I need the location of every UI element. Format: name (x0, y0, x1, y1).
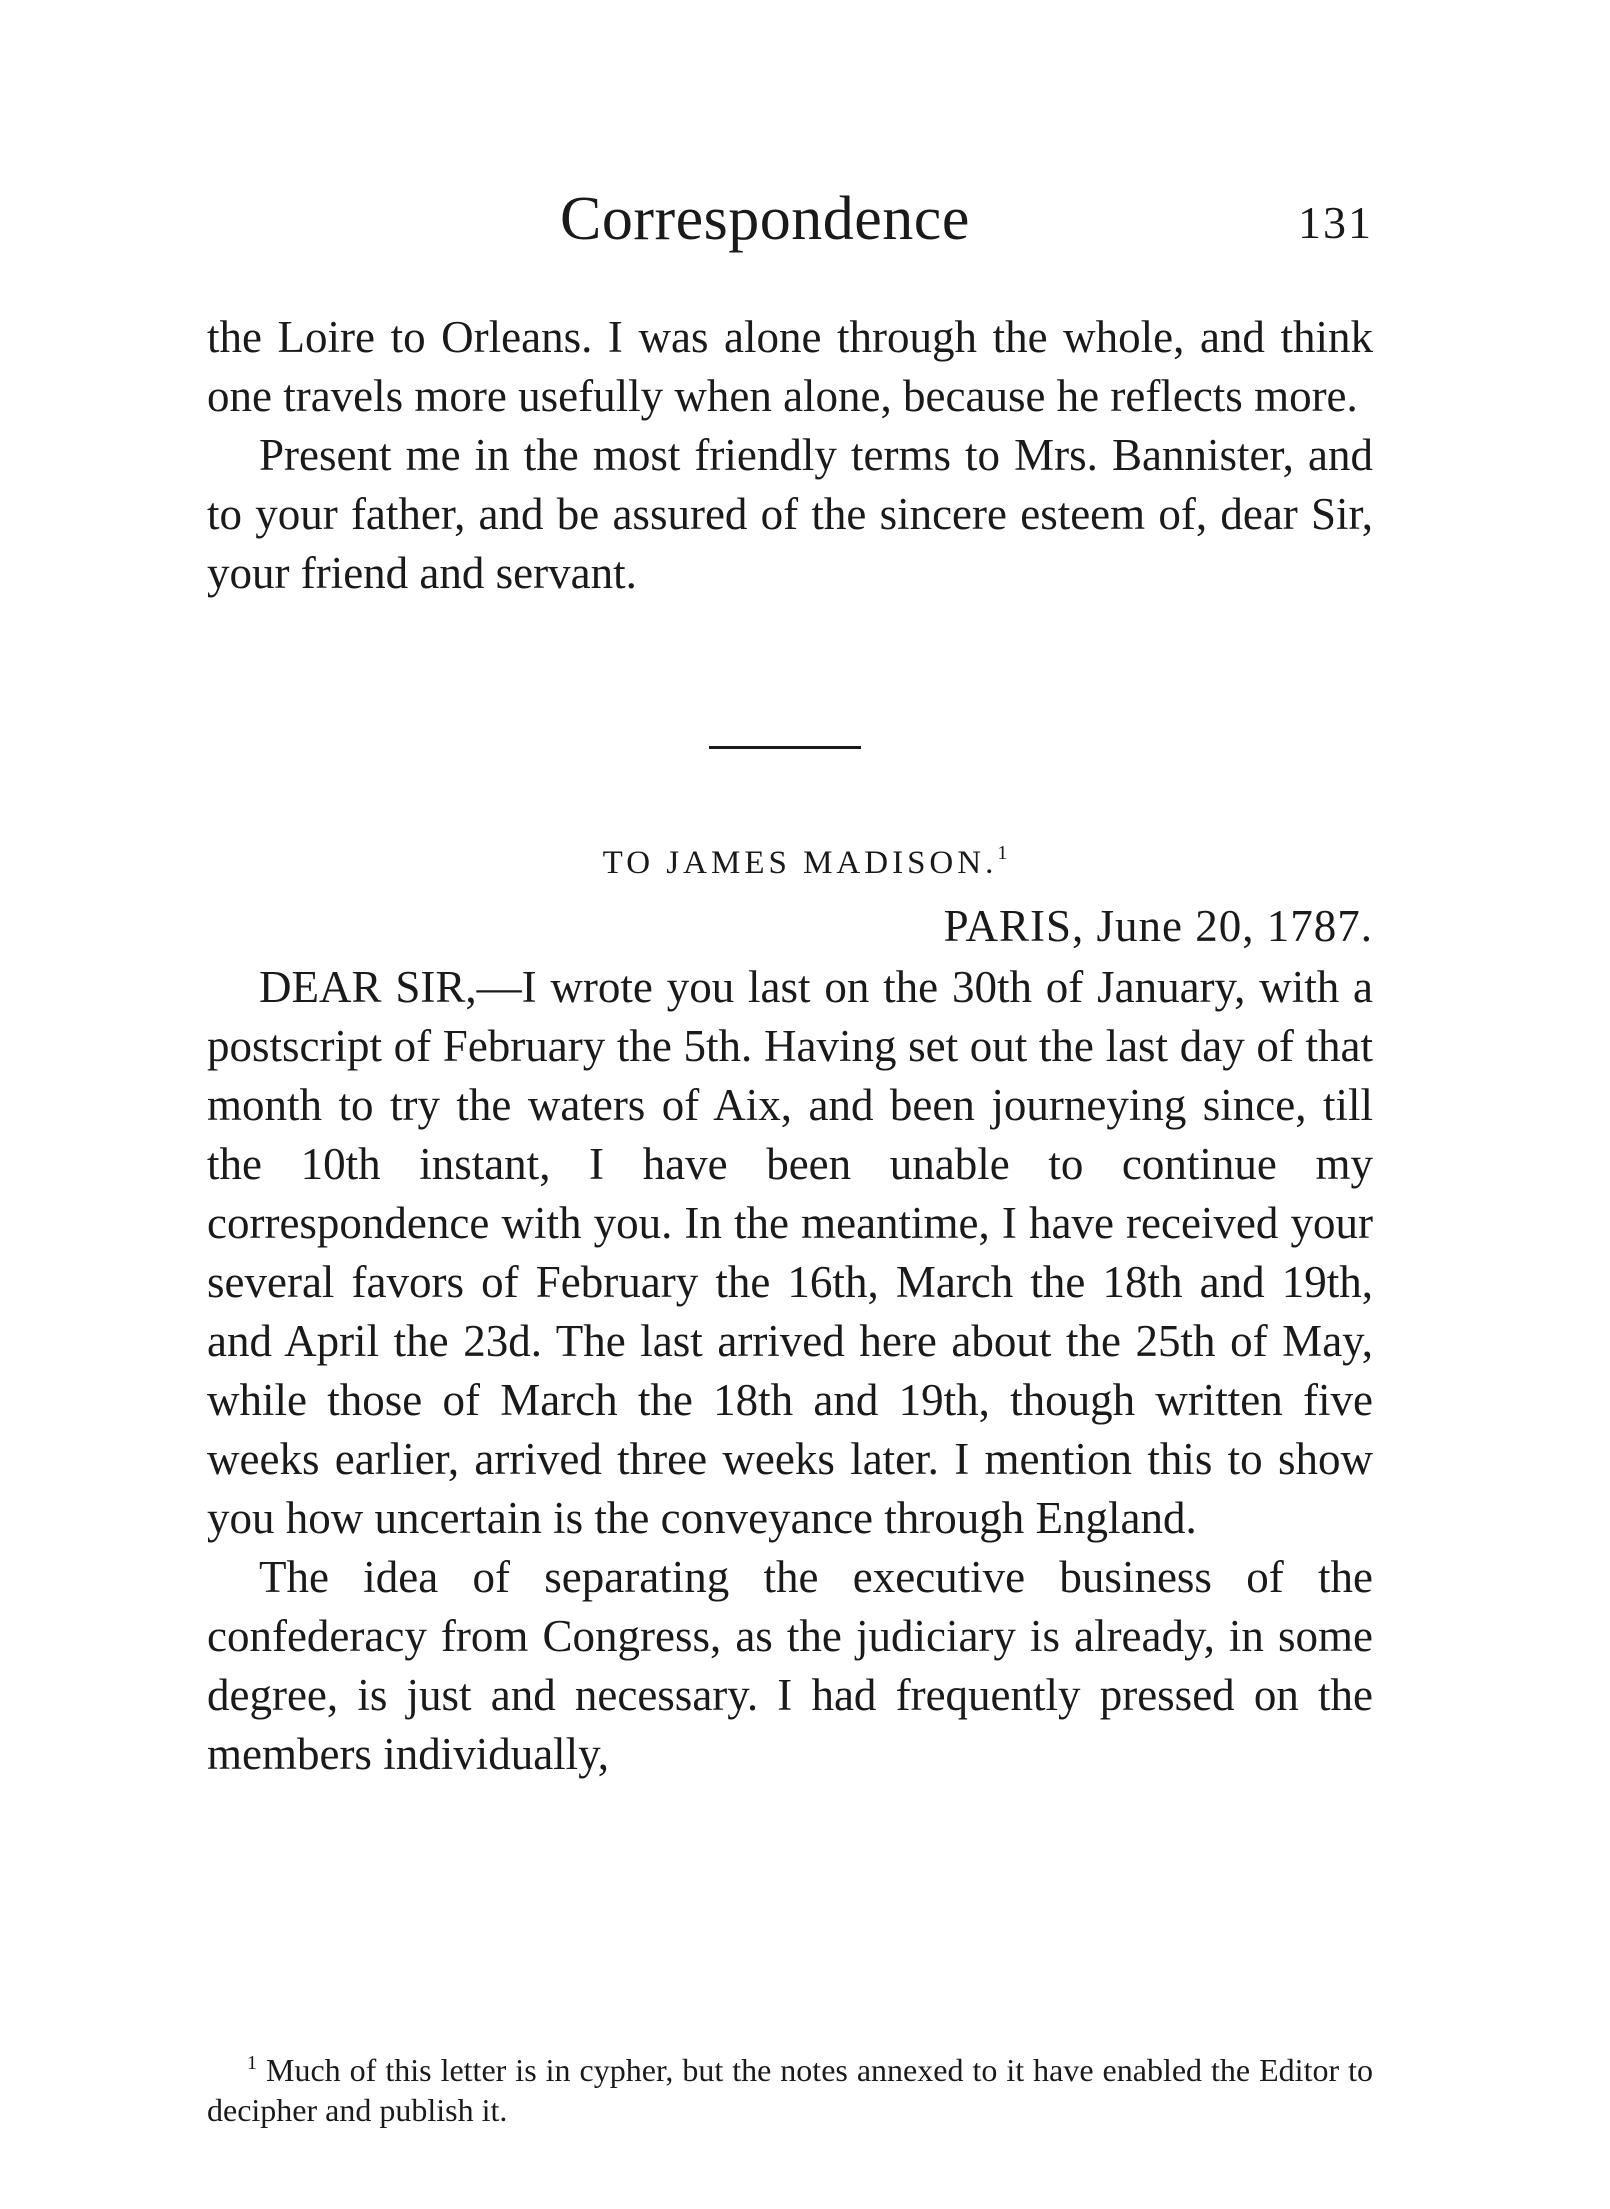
letter-heading-text: TO JAMES MADISON. (602, 845, 998, 881)
letter-dateline: PARIS, June 20, 1787. (943, 901, 1373, 951)
closing-paragraph: Present me in the most friendly terms to Mrs. Bannister, and to your father, and be assured of the sincere esteem of, dear Sir, your friend and servant. (207, 430, 1373, 598)
section-divider (709, 746, 861, 749)
heading-footnote-marker: 1 (997, 842, 1008, 864)
letter-heading (0, 833, 1610, 883)
running-title: Correspondence (560, 185, 970, 253)
letter-paragraph: The idea of separating the executive business of the confederacy from Congress, as the judiciary is already, in some degree, is just and necessary. I had frequently pressed on the members individually, (207, 1552, 1373, 1779)
continuation-paragraph: the Loire to Orleans. I was alone through the whole, and think one travels more usefully when alone, because he reflects more. (207, 312, 1373, 421)
page-number: 131 (1298, 197, 1373, 248)
letter-paragraph: DEAR SIR,—I wrote you last on the 30th of January, with a postscript of February the 5th. Having set out the last day of that month to try the waters of Aix, and been journeying since, till the 10th instant, I have been unable to continue my correspondence with you. In the meantime, I have received your several favors of February the 16th, March the 18th and 19th, and April the 23d. The last arrived here about the 25th of May, while those of March the 18th and 19th, though written five weeks earlier, arrived three weeks later. I mention this to show you how uncertain is the conveyance through England. (207, 962, 1373, 1543)
continuation-text (207, 308, 1373, 603)
footnote (207, 2043, 1373, 2130)
footnote-text: Much of this letter is in cypher, but the notes annexed to it have enabled the Editor to decipher and publish it. (207, 2052, 1374, 2128)
footnote-marker: 1 (247, 2052, 257, 2074)
letter-body (207, 958, 1373, 1784)
